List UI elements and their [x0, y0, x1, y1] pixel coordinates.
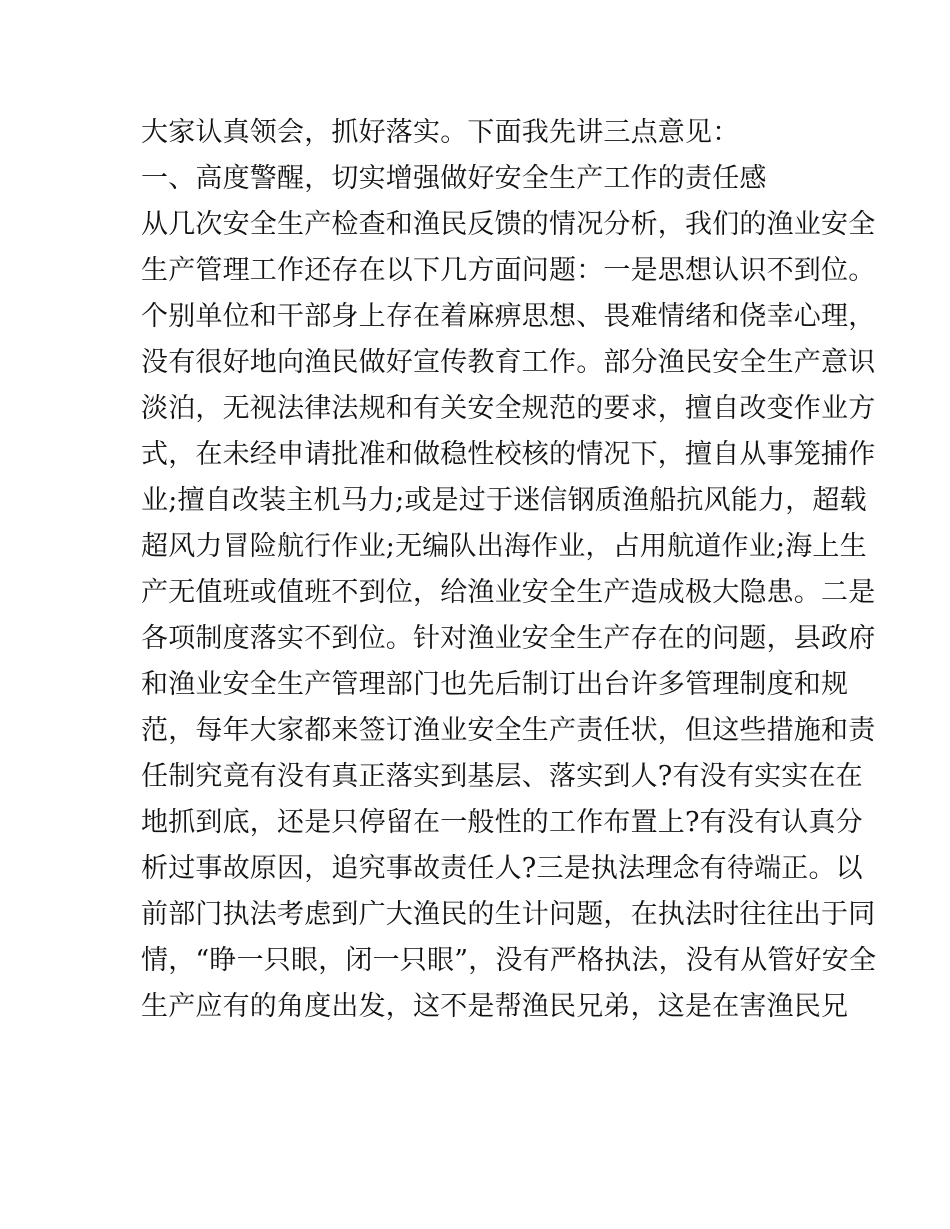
- text-line: 产无值班或值班不到位，给渔业安全生产造成极大隐患。二是: [141, 577, 876, 608]
- text-line: 生产管理工作还存在以下几方面问题：一是思想认识不到位。: [141, 255, 876, 286]
- body-text: [141, 110, 877, 1030]
- text-line: 前部门执法考虑到广大渔民的生计问题，在执法时往往出于同: [141, 899, 876, 930]
- text-line: 业;擅自改装主机马力;或是过于迷信钢质渔船抗风能力，超载: [141, 485, 867, 516]
- text-line: 各项制度落实不到位。针对渔业安全生产存在的问题，县政府: [141, 623, 876, 654]
- text-line: 情，“睁一只眼，闭一只眼”，没有严格执法，没有从管好安全: [141, 945, 877, 976]
- text-line: 淡泊，无视法律法规和有关安全规范的要求，擅自改变作业方: [141, 393, 876, 424]
- text-line: 析过事故原因，追究事故责任人?三是执法理念有待端正。以: [141, 853, 863, 884]
- text-line: 范，每年大家都来签订渔业安全生产责任状，但这些措施和责: [141, 715, 876, 746]
- text-line: 生产应有的角度出发，这不是帮渔民兄弟，这是在害渔民兄: [141, 991, 849, 1022]
- text-line: 从几次安全生产检查和渔民反馈的情况分析，我们的渔业安全: [141, 209, 876, 240]
- text-line: 和渔业安全生产管理部门也先后制订出台许多管理制度和规: [141, 669, 849, 700]
- text-line: 地抓到底，还是只停留在一般性的工作布置上?有没有认真分: [141, 807, 863, 838]
- text-line: 任制究竟有没有真正落实到基层、落实到人?有没有实实在在: [141, 761, 863, 792]
- text-line: 没有很好地向渔民做好宣传教育工作。部分渔民安全生产意识: [141, 347, 876, 378]
- text-line: 超风力冒险航行作业;无编队出海作业，占用航道作业;海上生: [141, 531, 867, 562]
- text-line: 大家认真领会，抓好落实。下面我先讲三点意见：: [141, 117, 740, 148]
- section-heading: 一、高度警醒，切实增强做好安全生产工作的责任感: [141, 163, 767, 194]
- text-line: 个别单位和干部身上存在着麻痹思想、畏难情绪和侥幸心理，: [141, 301, 876, 332]
- text-line: 式，在未经申请批准和做稳性校核的情况下，擅自从事笼捕作: [141, 439, 876, 470]
